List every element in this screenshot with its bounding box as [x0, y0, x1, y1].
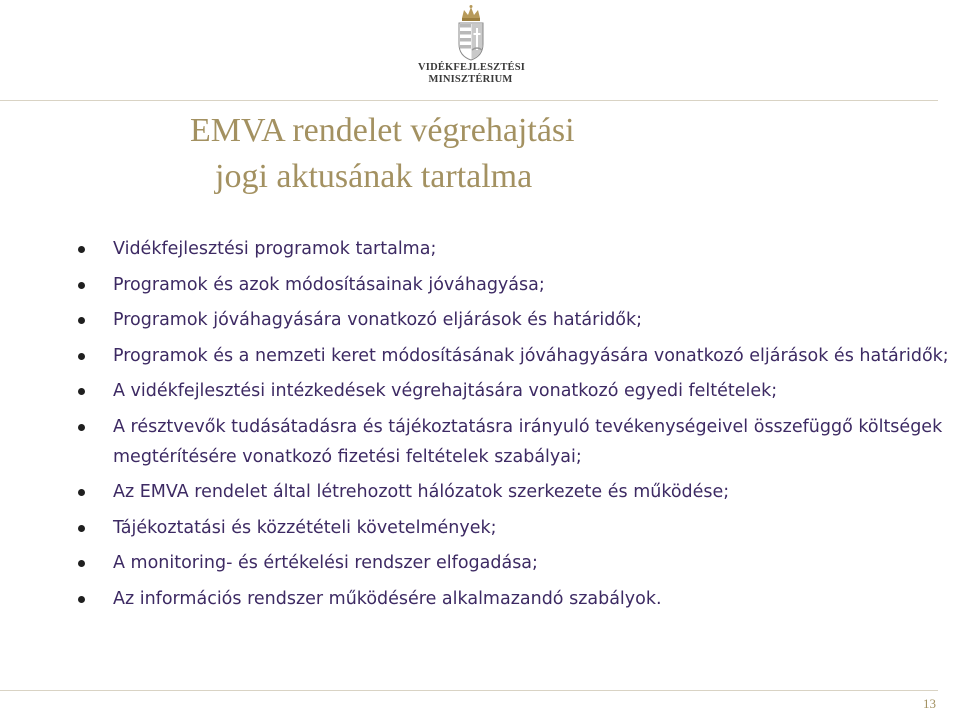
footer-divider [0, 690, 938, 691]
bullet-icon [78, 282, 85, 289]
list-item-text: Az EMVA rendelet által létrehozott hálózatok szerkezete és működése; [113, 482, 730, 502]
list-item-text: Programok és a nemzeti keret módosításának jóváhagyására vonatkozó eljárások és határidők; [113, 345, 949, 366]
bullet-icon [78, 388, 85, 395]
list-item [78, 584, 958, 614]
list-item-text: A vidékfejlesztési intézkedések végrehajtására vonatkozó egyedi feltételek; [113, 381, 778, 401]
list-item [78, 412, 958, 472]
list-item [78, 548, 958, 578]
bullet-icon [78, 317, 85, 324]
list-item-text: Az információs rendszer működésére alkalmazandó szabályok. [113, 588, 662, 609]
list-item-text: Tájékoztatási és közzétételi követelmények; [113, 517, 497, 538]
bullet-list [78, 234, 958, 619]
list-item-text: Programok jóváhagyására vonatkozó eljárások és határidők; [113, 310, 643, 330]
coat-of-arms-icon [456, 4, 486, 62]
slide-title [0, 108, 960, 200]
list-item-text: A résztvevők tudásátadásra és tájékoztatásra irányuló tevékenységeivel összefüggő költségek megtérítésére vonatkozó fizetési feltételek szabályai; [113, 416, 943, 467]
bullet-icon [78, 596, 85, 603]
list-item [78, 376, 958, 406]
list-item [78, 234, 958, 264]
bullet-icon [78, 489, 85, 496]
list-item [78, 477, 958, 507]
bullet-icon [78, 353, 85, 360]
header-divider [0, 100, 938, 101]
bullet-icon [78, 525, 85, 532]
list-item [78, 305, 958, 335]
slide-title-line2: jogi aktusának tartalma [215, 158, 533, 195]
list-item [78, 341, 958, 371]
list-item-text: Vidékfejlesztési programok tartalma; [113, 239, 437, 259]
bullet-icon [78, 560, 85, 567]
ministry-name-line2: MINISZTÉRIUM [428, 74, 513, 85]
ministry-name-line1: VIDÉKFEJLESZTÉSI [418, 62, 526, 73]
list-item [78, 513, 958, 543]
page-number: 13 [923, 696, 936, 711]
list-item-text: A monitoring- és értékelési rendszer elfogadása; [113, 553, 538, 573]
bullet-icon [78, 246, 85, 253]
list-item [78, 270, 958, 300]
bullet-icon [78, 424, 85, 431]
ministry-logo [418, 4, 526, 94]
slide-title-line1: EMVA rendelet végrehajtási [190, 112, 575, 149]
list-item-text: Programok és azok módosításainak jóváhagyása; [113, 274, 545, 295]
